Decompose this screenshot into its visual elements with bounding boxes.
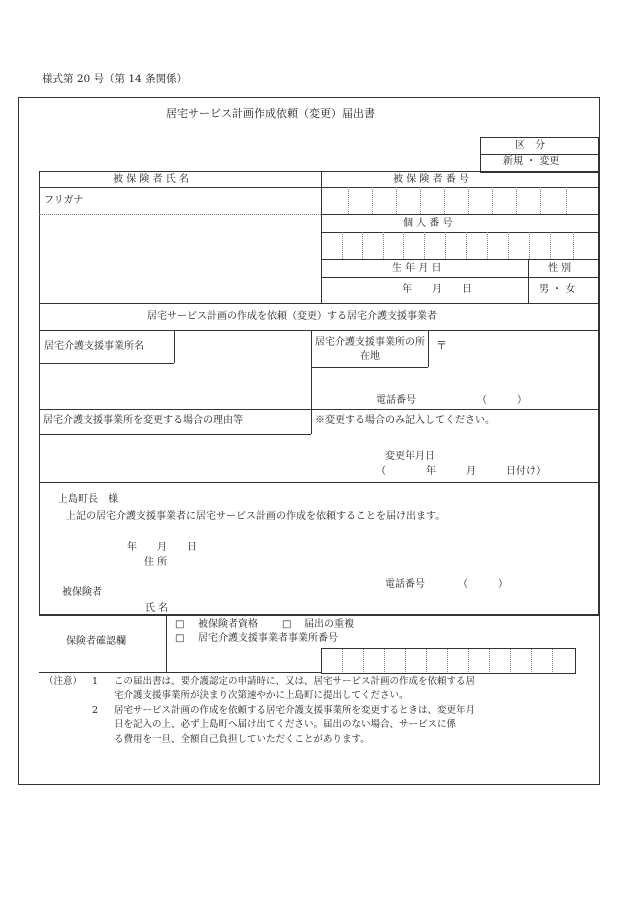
personal-number-header: 個 人 番 号 [403,218,453,229]
postal-mark: 〒 [436,339,447,352]
insured-name-header: 被 保 険 者 氏 名 [113,174,189,185]
address-label: 住 所 [144,557,168,568]
sex-options[interactable]: 男 ・ 女 [539,284,576,295]
applicant-name-field[interactable] [190,600,590,614]
insurer-check-label: 保険者確認欄 [66,636,126,647]
declaration-date[interactable]: 年 月 日 [127,542,197,553]
office-number-cells[interactable] [321,648,576,674]
furigana-label: フリガナ [44,195,84,206]
category-options[interactable]: 新規 ・ 変更 [503,156,560,167]
address-field[interactable] [190,556,590,572]
change-date-field[interactable]: （ 年 月 日付け） [376,466,546,477]
office-name-field[interactable] [40,365,310,409]
note-1-line-2: 宅介護支援事業所が決まり次第速やかに上島町に提出してください。 [114,690,409,701]
office-phone-label: 電話番号 [376,395,416,406]
name-field[interactable] [40,215,320,302]
applicant-phone-label: 電話番号 [385,579,425,590]
checkbox-duplicate-filing[interactable]: □ [282,619,292,630]
office-number-label: 居宅介護支援事業者事業所番号 [198,633,338,644]
form-title: 居宅サービス計画作成依頼（変更）届出書 [166,107,375,120]
office-address-label: 居宅介護支援事業所の所在地 [315,337,425,362]
furigana-field[interactable] [40,188,320,213]
office-address-field[interactable] [430,331,596,391]
insured-label: 被保険者 [62,587,102,598]
birthdate-header: 生 年 月 日 [392,263,442,274]
birthdate-field[interactable]: 年 月 日 [402,284,472,295]
applicant-phone-field[interactable]: （ ） [458,579,508,590]
provider-section-header: 居宅サービス計画の作成を依頼（変更）する居宅介護支援事業者 [147,311,437,322]
category-header: 区 分 [515,140,545,151]
personal-number-cells[interactable] [322,233,597,258]
checkbox-office-number[interactable]: □ [175,633,185,644]
insured-qualification-label: 被保険者資格 [198,619,258,630]
change-date-label: 変更年月日 [385,451,435,462]
note-2-line-1: 居宅サービス計画の作成を依頼する居宅介護支援事業所を変更するときは、変更年月 [114,705,476,716]
note-2-number: 2 [92,705,99,716]
notes-header: （注意） [44,676,83,687]
change-reason-label: 居宅介護支援事業所を変更する場合の理由等 [43,415,243,426]
sex-header: 性 別 [548,263,572,274]
note-1-line-1: この届出書は、要介護認定の申請時に、又は、居宅サービス計画の作成を依頼する居 [114,676,476,687]
form-number: 様式第 20 号（第 14 条関係） [42,73,188,85]
note-1-number: 1 [92,676,99,687]
insured-number-cells[interactable] [322,188,597,213]
declaration-statement: 上記の居宅介護支援事業者に居宅サービス計画の作成を依頼することを届け出ます。 [66,511,446,522]
office-phone-field[interactable]: （ ） [477,395,527,406]
name-label: 氏 名 [145,603,169,614]
change-reason-note: ※変更する場合のみ記入してください。 [315,415,495,426]
addressee: 上島町長 様 [58,494,118,505]
checkbox-insured-qualification[interactable]: □ [175,619,185,630]
duplicate-filing-label: 届出の重複 [304,619,354,630]
note-2-line-3: る費用を一旦、全額自己負担していただくことがあります。 [114,734,370,745]
insured-number-header: 被 保 険 者 番 号 [393,174,469,185]
office-name-label: 居宅介護支援事業所名 [44,341,144,352]
note-2-line-2: 日を記入の上、必ず上島町へ届け出てください。届出のない場合、サービスに係 [114,719,457,730]
